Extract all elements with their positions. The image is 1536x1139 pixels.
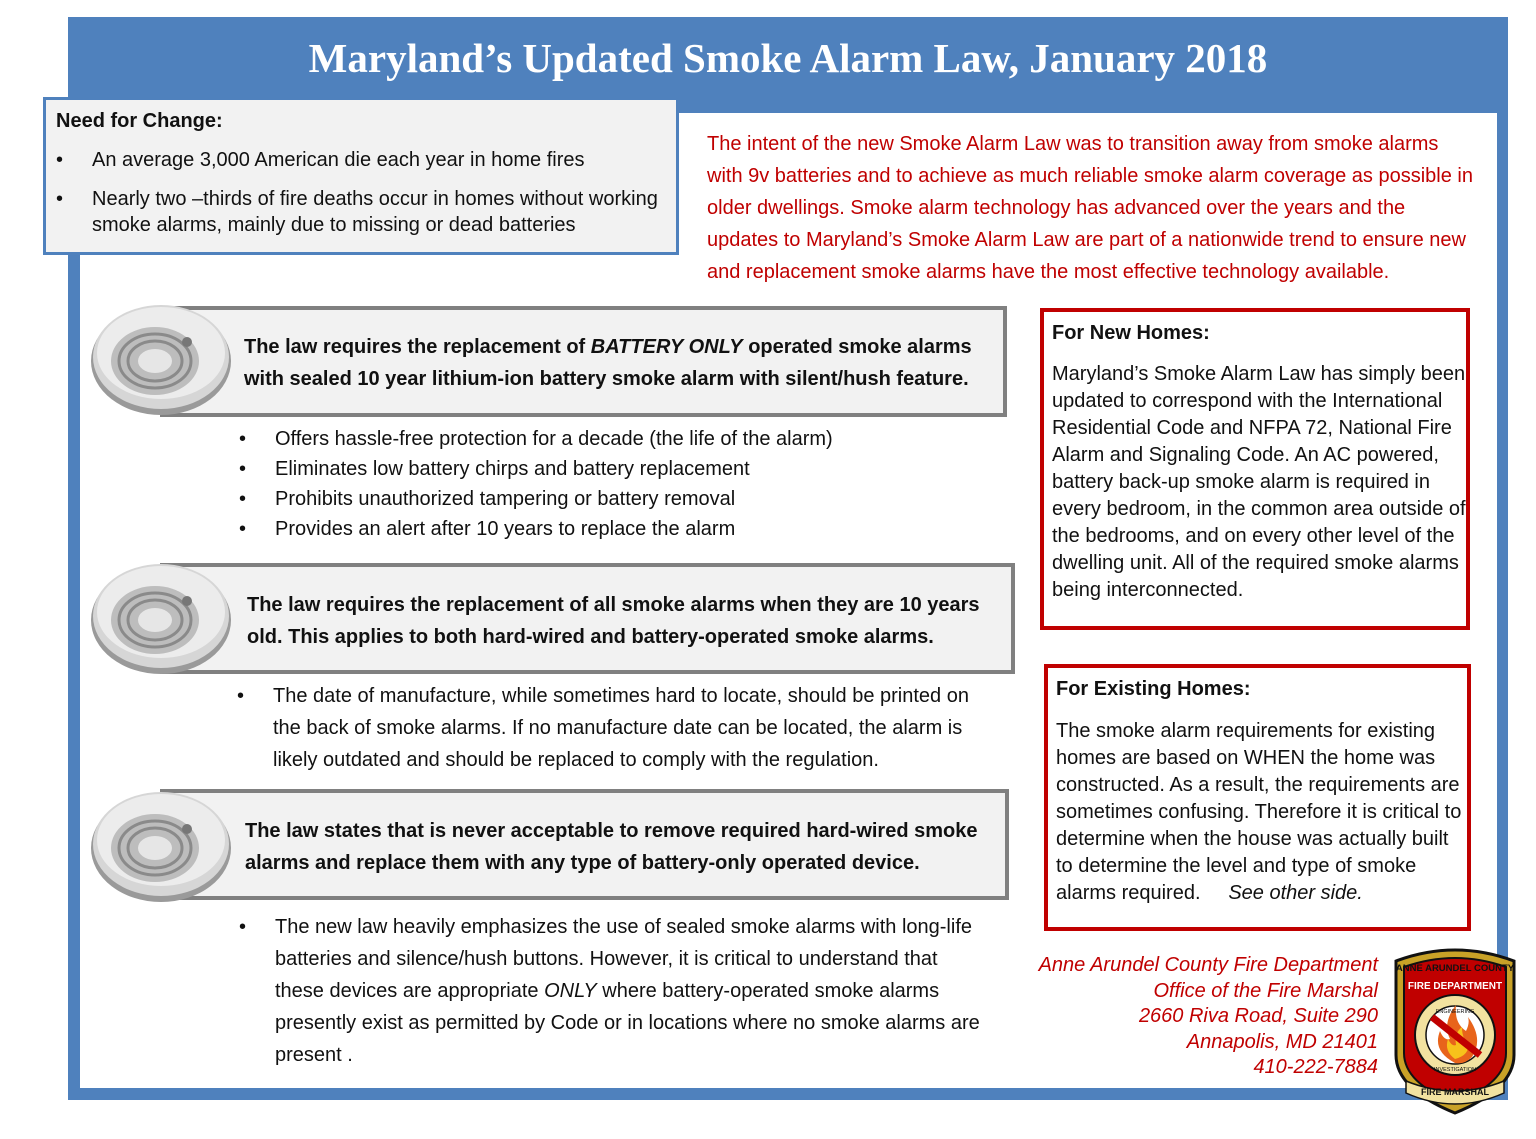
law-1-item: • Provides an alert after 10 years to replace the alarm <box>275 514 995 544</box>
smoke-alarm-icon <box>87 782 237 902</box>
address-line: Annapolis, MD 21401 <box>1186 1030 1378 1053</box>
page-title: Maryland’s Updated Smoke Alarm Law, January 2018 <box>308 35 1268 81</box>
smoke-alarm-icon <box>87 554 237 674</box>
law-3-item <box>275 911 990 1071</box>
phone-number: 410-222-7884 <box>1253 1056 1378 1078</box>
badge-eng-text: ENGINEERING <box>1435 1009 1475 1015</box>
law-3-item-post: where battery-operated smoke alarms presently exist as permitted by Code or in locations where no smoke alarms are present . <box>275 980 980 1066</box>
law-3-list <box>275 911 990 1071</box>
department-address <box>980 953 1378 1081</box>
law-2-item: • The date of manufacture, while sometimes hard to locate, should be printed on the back of smoke alarms. If no manufacture date can be located, the alarm is likely outdated and should be replaced to comply with the regulation. <box>273 680 993 776</box>
badge-inv-text: INVESTIGATION <box>1433 1067 1477 1073</box>
need-title: Need for Change: <box>56 110 223 132</box>
new-homes-body: Maryland’s Smoke Alarm Law has simply been updated to correspond with the International Residential Code and NFPA 72, National Fire Alarm and Signaling Code. An AC powered, battery back-up smoke alarm is required in every bedroom, in the common area outside of the bedrooms, and on every other level of the dwelling unit. All of the required smoke alarms being interconnected. <box>1052 363 1466 601</box>
law-3-text: The law states that is never acceptable to remove required hard-wired smoke alarms and replace them with any type of battery-only operated device. <box>245 820 978 874</box>
need-item: • Nearly two –thirds of fire deaths occur in homes without working smoke alarms, mainly due to missing or dead batteries <box>56 186 676 238</box>
law-1-item: • Prohibits unauthorized tampering or battery removal <box>275 484 995 514</box>
existing-homes-body <box>1056 718 1468 907</box>
badge-bottom-text: FIRE MARSHAL <box>1421 1087 1489 1097</box>
existing-homes-box <box>1044 664 1471 931</box>
need-item: • An average 3,000 American die each year in home fires <box>56 147 676 173</box>
intent-paragraph: The intent of the new Smoke Alarm Law was to transition away from smoke alarms with 9v batteries and to achieve as much reliable smoke alarm coverage as possible in older dwellings. Smoke alarm technology has advanced over the years and the updates to Maryland’s Smoke Alarm Law are part of a nationwide trend to ensure new and replacement smoke alarms have the most effective technology available. <box>707 133 1473 283</box>
new-homes-box <box>1040 308 1470 630</box>
law-2-list <box>273 680 993 776</box>
badge-top-text: ANNE ARUNDEL COUNTY <box>1395 963 1515 974</box>
smoke-alarm-icon <box>87 295 237 415</box>
address-line: Office of the Fire Marshal <box>1153 979 1378 1002</box>
law-1-list <box>275 424 995 544</box>
law-1-item: • Offers hassle-free protection for a decade (the life of the alarm) <box>275 424 995 454</box>
address-line: Anne Arundel County Fire Department <box>1038 954 1378 976</box>
see-other-side: See other side. <box>1228 882 1363 904</box>
law-3-item-pre: The new law heavily emphasizes the use of sealed smoke alarms with long-life batteries and silence/hush buttons. However, it is critical to understand that these devices are appropriate <box>275 916 973 1002</box>
law-1-text-post: operated smoke alarms with sealed 10 year lithium-ion battery smoke alarm with silent/hush feature. <box>244 336 972 390</box>
law-1-item: • Eliminates low battery chirps and battery replacement <box>275 454 995 484</box>
law-3-item-emphasis: ONLY <box>544 980 597 1002</box>
badge-dept-text: FIRE DEPARTMENT <box>1407 981 1503 992</box>
law-1-text <box>244 331 996 395</box>
law-1-text-pre: The law requires the replacement of <box>244 336 591 358</box>
need-list <box>56 147 676 251</box>
new-homes-title: For New Homes: <box>1052 322 1210 344</box>
existing-homes-text: The smoke alarm requirements for existing homes are based on WHEN the home was constructed. As a result, the requirements are sometimes confusing. Therefore it is critical to determine when the house was actually built to determine the level and type of smoke alarms required. <box>1056 720 1462 904</box>
law-1-emphasis: BATTERY ONLY <box>590 336 743 358</box>
law-2-text: The law requires the replacement of all smoke alarms when they are 10 years old. This applies to both hard-wired and battery-operated smoke alarms. <box>247 594 980 648</box>
need-for-change-box <box>43 97 679 255</box>
address-line: 2660 Riva Road, Suite 290 <box>1138 1005 1378 1027</box>
existing-homes-title: For Existing Homes: <box>1056 678 1251 700</box>
fire-marshal-badge <box>1392 943 1518 1115</box>
